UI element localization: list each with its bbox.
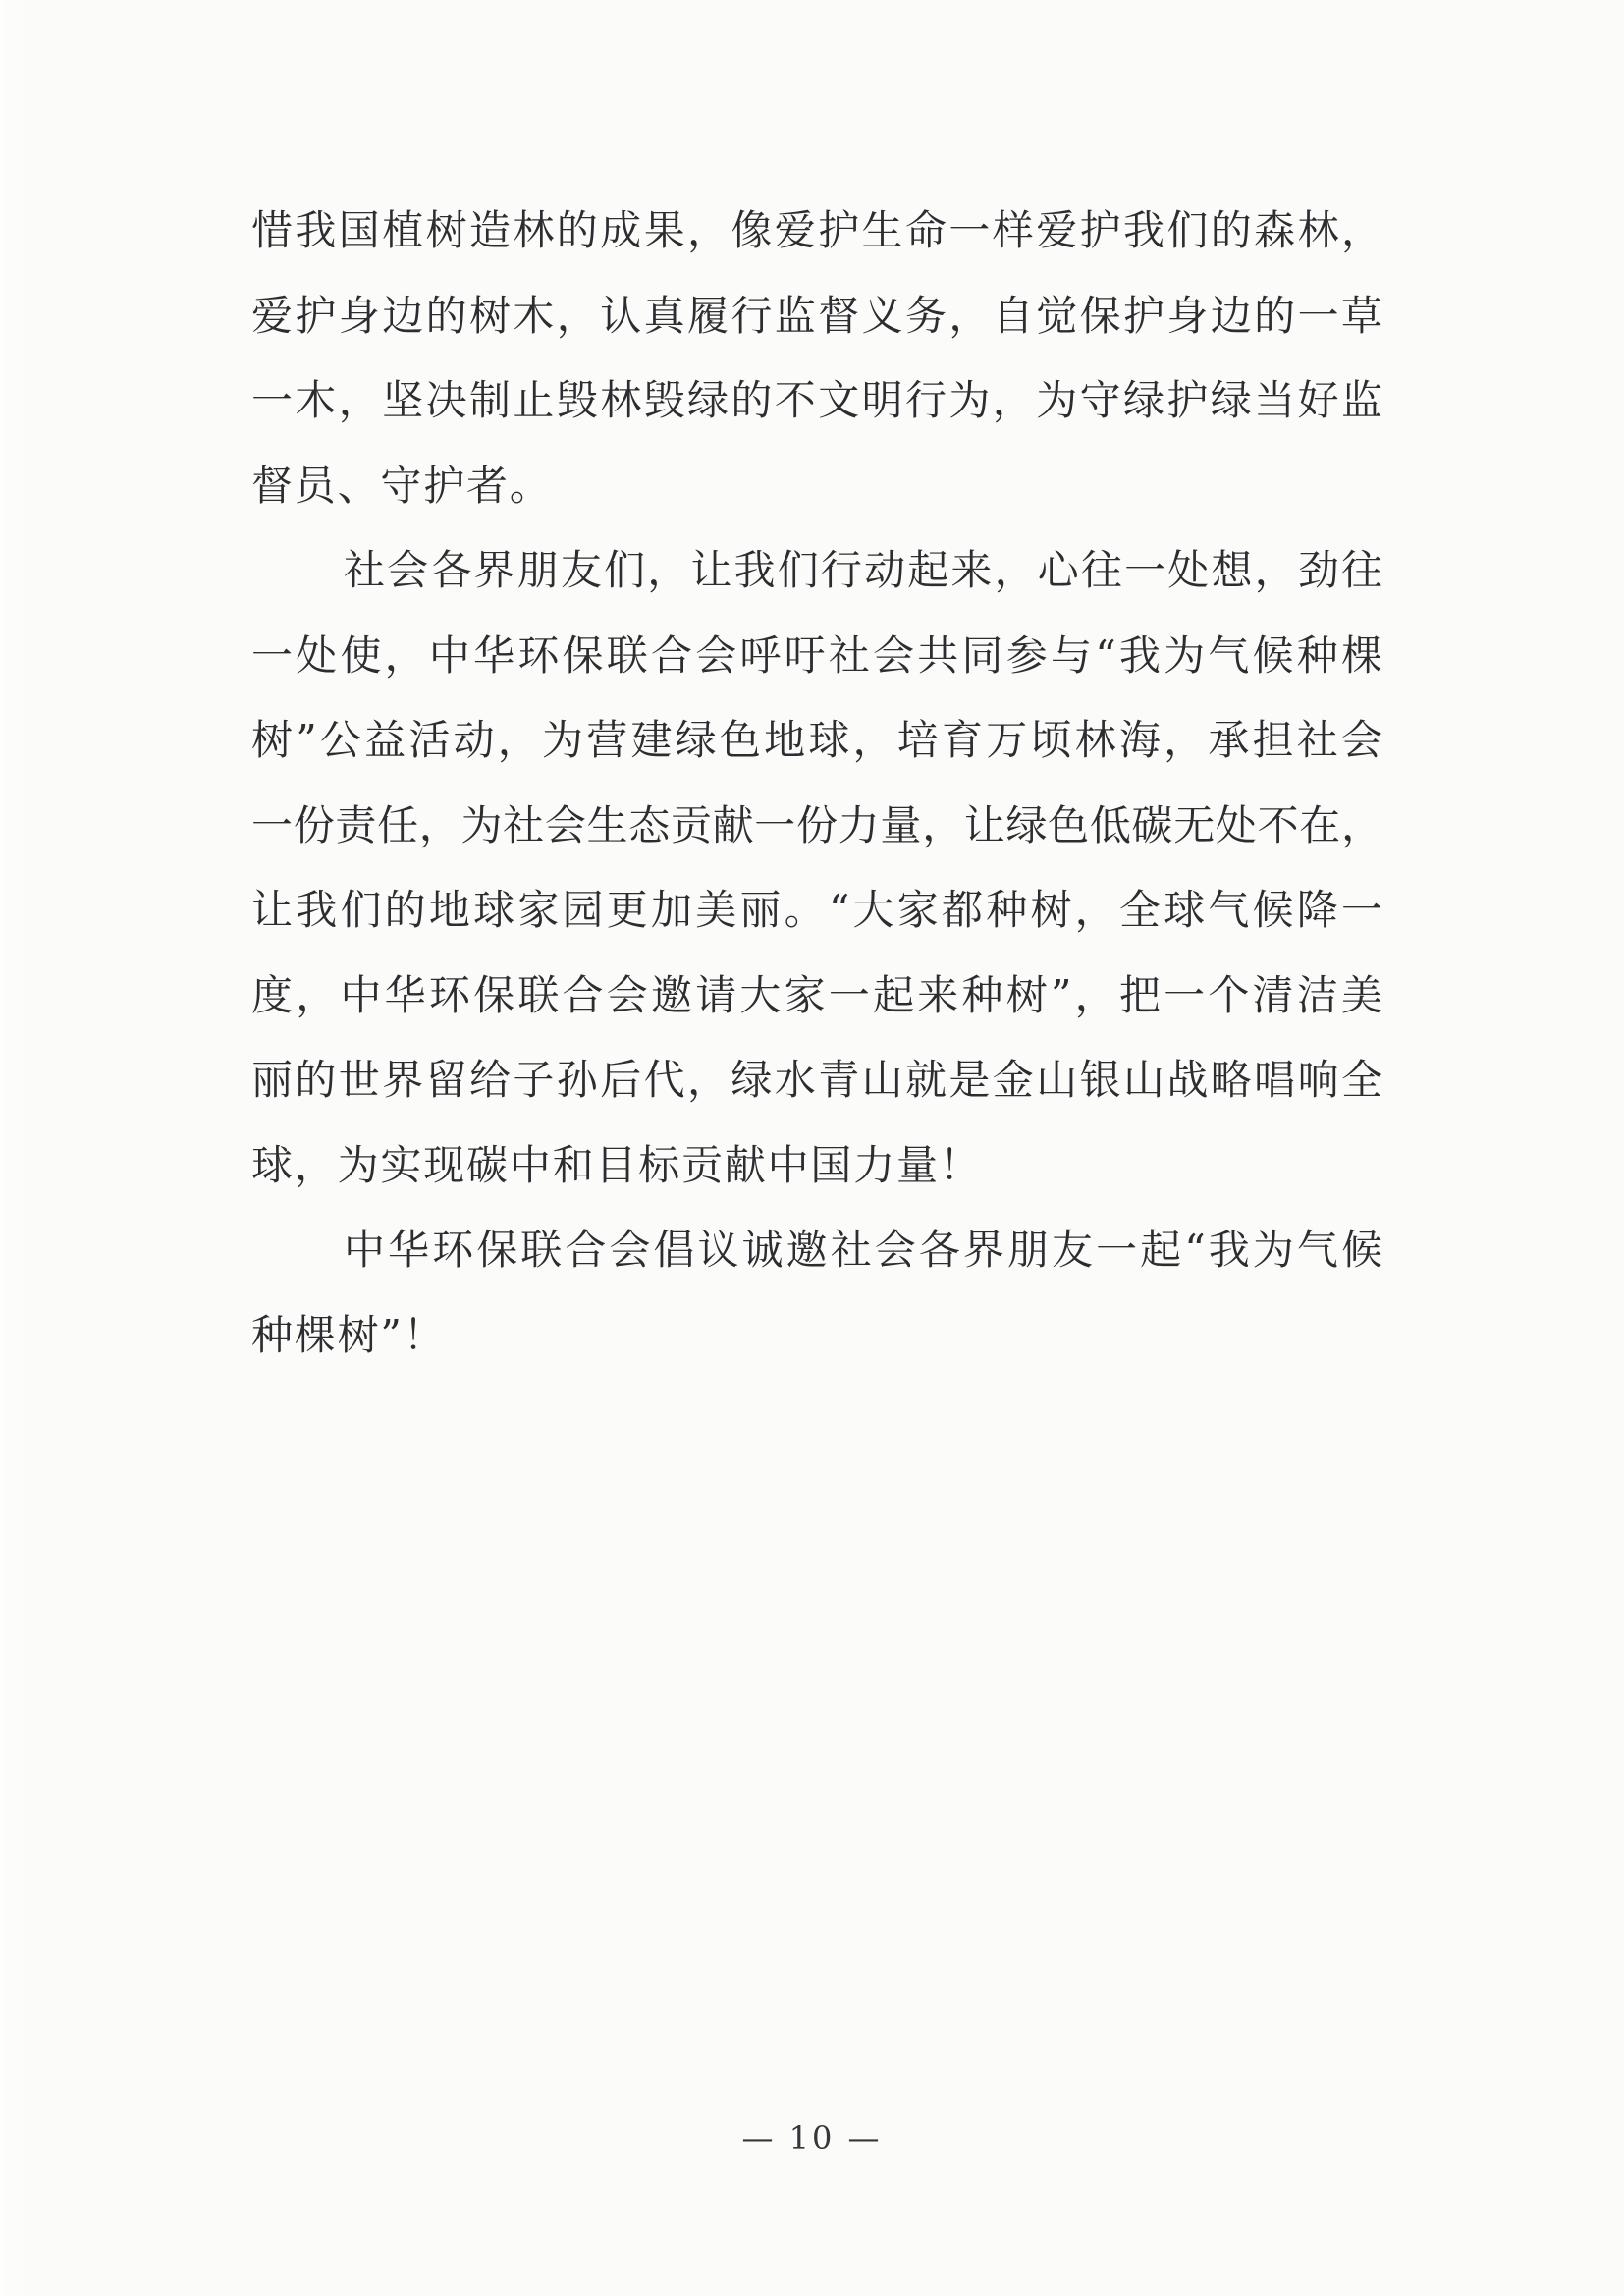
text-block xyxy=(251,189,1382,1378)
text-line: 度，中华环保联合会邀请大家一起来种树”，把一个清洁美 xyxy=(251,970,1382,1019)
page-footer xyxy=(0,2119,1624,2157)
text-line: 社会各界朋友们，让我们行动起来，心往一处想，劲往 xyxy=(344,546,1382,594)
text-line: 一处使，中华环保联合会呼吁社会共同参与“我为气候种棵 xyxy=(251,630,1382,680)
text-line: 一木，坚决制止毁林毁绿的不文明行为，为守绿护绿当好监 xyxy=(251,376,1382,424)
text-line: 一份责任，为社会生态贡献一份力量，让绿色低碳无处不在， xyxy=(251,800,1382,849)
text-line: 种棵树”！ xyxy=(251,1310,447,1359)
page-number: — 10 — xyxy=(741,2119,883,2157)
text-line: 让我们的地球家园更加美丽。“大家都种树，全球气候降一 xyxy=(251,886,1382,934)
text-line: 树”公益活动，为营建绿色地球，培育万顷林海，承担社会 xyxy=(251,716,1382,764)
text-line: 中华环保联合会倡议诚邀社会各界朋友一起“我为气候 xyxy=(344,1226,1382,1274)
text-line: 球，为实现碳中和目标贡献中国力量！ xyxy=(251,1140,983,1189)
text-line: 爱护身边的树木，认真履行监督义务，自觉保护身边的一草 xyxy=(251,291,1382,340)
text-line: 督员、守护者。 xyxy=(251,461,553,510)
text-line: 丽的世界留给子孙后代，绿水青山就是金山银山战略唱响全 xyxy=(251,1056,1382,1104)
text-line: 惜我国植树造林的成果，像爱护生命一样爱护我们的森林， xyxy=(251,206,1382,254)
